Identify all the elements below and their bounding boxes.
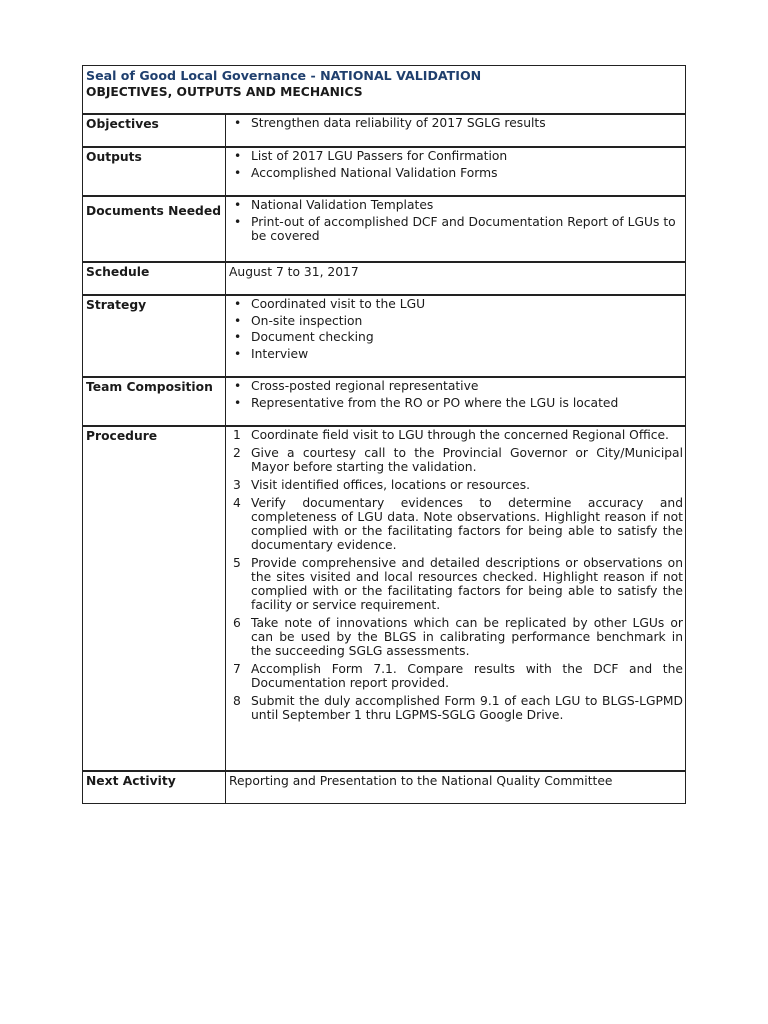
row-label: Documents Needed (83, 197, 226, 261)
list-item: • Representative from the RO or PO where the LGU is located (229, 396, 683, 410)
list-item: • Coordinated visit to the LGU (229, 297, 683, 311)
list-item: • List of 2017 LGU Passers for Confirmation (229, 149, 683, 163)
row-next-activity (82, 771, 686, 804)
step-number: 6 (233, 616, 241, 630)
row-content: Reporting and Presentation to the National Quality Committee (229, 774, 613, 788)
step-number: 4 (233, 496, 241, 510)
row-strategy (82, 295, 686, 377)
step-number: 5 (233, 556, 241, 570)
row-label: Objectives (83, 115, 226, 146)
table-header (82, 65, 686, 114)
row-procedure (82, 426, 686, 771)
row-content (226, 378, 685, 425)
row-content (226, 197, 685, 261)
procedure-step (229, 446, 683, 474)
procedure-step (229, 662, 683, 690)
step-number: 7 (233, 662, 241, 676)
procedure-step (229, 428, 683, 442)
row-documents-needed (82, 196, 686, 262)
document-subtitle: OBJECTIVES, OUTPUTS AND MECHANICS (86, 85, 363, 99)
list-item: • Print-out of accomplished DCF and Documentation Report of LGUs to be covered (229, 215, 683, 243)
step-text: Verify documentary evidences to determine accuracy and completeness of LGU data. Note observations. Highlight reason if not complied with or the facilitating factors for being able to satisfy the documentary evidence. (251, 496, 683, 552)
step-number: 8 (233, 694, 241, 708)
list-item: • Document checking (229, 330, 683, 344)
document-table (82, 65, 686, 804)
row-content (226, 296, 685, 376)
row-content: August 7 to 31, 2017 (229, 265, 359, 279)
procedure-step (229, 496, 683, 552)
row-outputs (82, 147, 686, 196)
step-number: 3 (233, 478, 241, 492)
step-text: Take note of innovations which can be replicated by other LGUs or can be used by the BLGS in calibrating performance benchmark in the succeeding SGLG assessments. (251, 616, 683, 658)
list-item: • Strengthen data reliability of 2017 SGLG results (229, 116, 683, 130)
step-text: Give a courtesy call to the Provincial Governor or City/Municipal Mayor before starting the validation. (251, 446, 683, 474)
list-item: • On-site inspection (229, 314, 683, 328)
step-number: 1 (233, 428, 241, 442)
row-team-composition (82, 377, 686, 426)
title-suffix: NATIONAL VALIDATION (320, 68, 482, 83)
list-item: • Cross-posted regional representative (229, 379, 683, 393)
row-content (226, 427, 685, 770)
row-label: Next Activity (83, 772, 226, 803)
list-item: • National Validation Templates (229, 198, 683, 212)
row-label: Team Composition (83, 378, 226, 425)
row-schedule (82, 262, 686, 295)
row-label: Procedure (83, 427, 226, 770)
list-item: • Interview (229, 347, 683, 361)
step-text: Submit the duly accomplished Form 9.1 of each LGU to BLGS-LGPMD until September 1 thru LGPMS-SGLG Google Drive. (251, 694, 683, 722)
procedure-step (229, 616, 683, 658)
row-label: Schedule (83, 263, 226, 294)
row-content (226, 115, 685, 146)
procedure-step (229, 478, 683, 492)
title-prefix: Seal of Good Local Governance (86, 68, 307, 83)
step-number: 2 (233, 446, 241, 460)
step-text: Visit identified offices, locations or resources. (251, 478, 531, 492)
step-text: Provide comprehensive and detailed descriptions or observations on the sites visited and local resources checked. Highlight reason if not complied with or the facilitating factors for being able to satisfy the facility or service requirement. (251, 556, 683, 612)
list-item: • Accomplished National Validation Forms (229, 166, 683, 180)
row-label: Strategy (83, 296, 226, 376)
procedure-step (229, 694, 683, 722)
row-label: Outputs (83, 148, 226, 195)
document-title: Seal of Good Local Governance - NATIONAL VALIDATION (86, 68, 482, 83)
procedure-step (229, 556, 683, 612)
row-content (226, 148, 685, 195)
row-objectives (82, 114, 686, 147)
step-text: Coordinate field visit to LGU through the concerned Regional Office. (251, 428, 669, 442)
step-text: Accomplish Form 7.1. Compare results with the DCF and the Documentation report provided. (251, 662, 683, 690)
